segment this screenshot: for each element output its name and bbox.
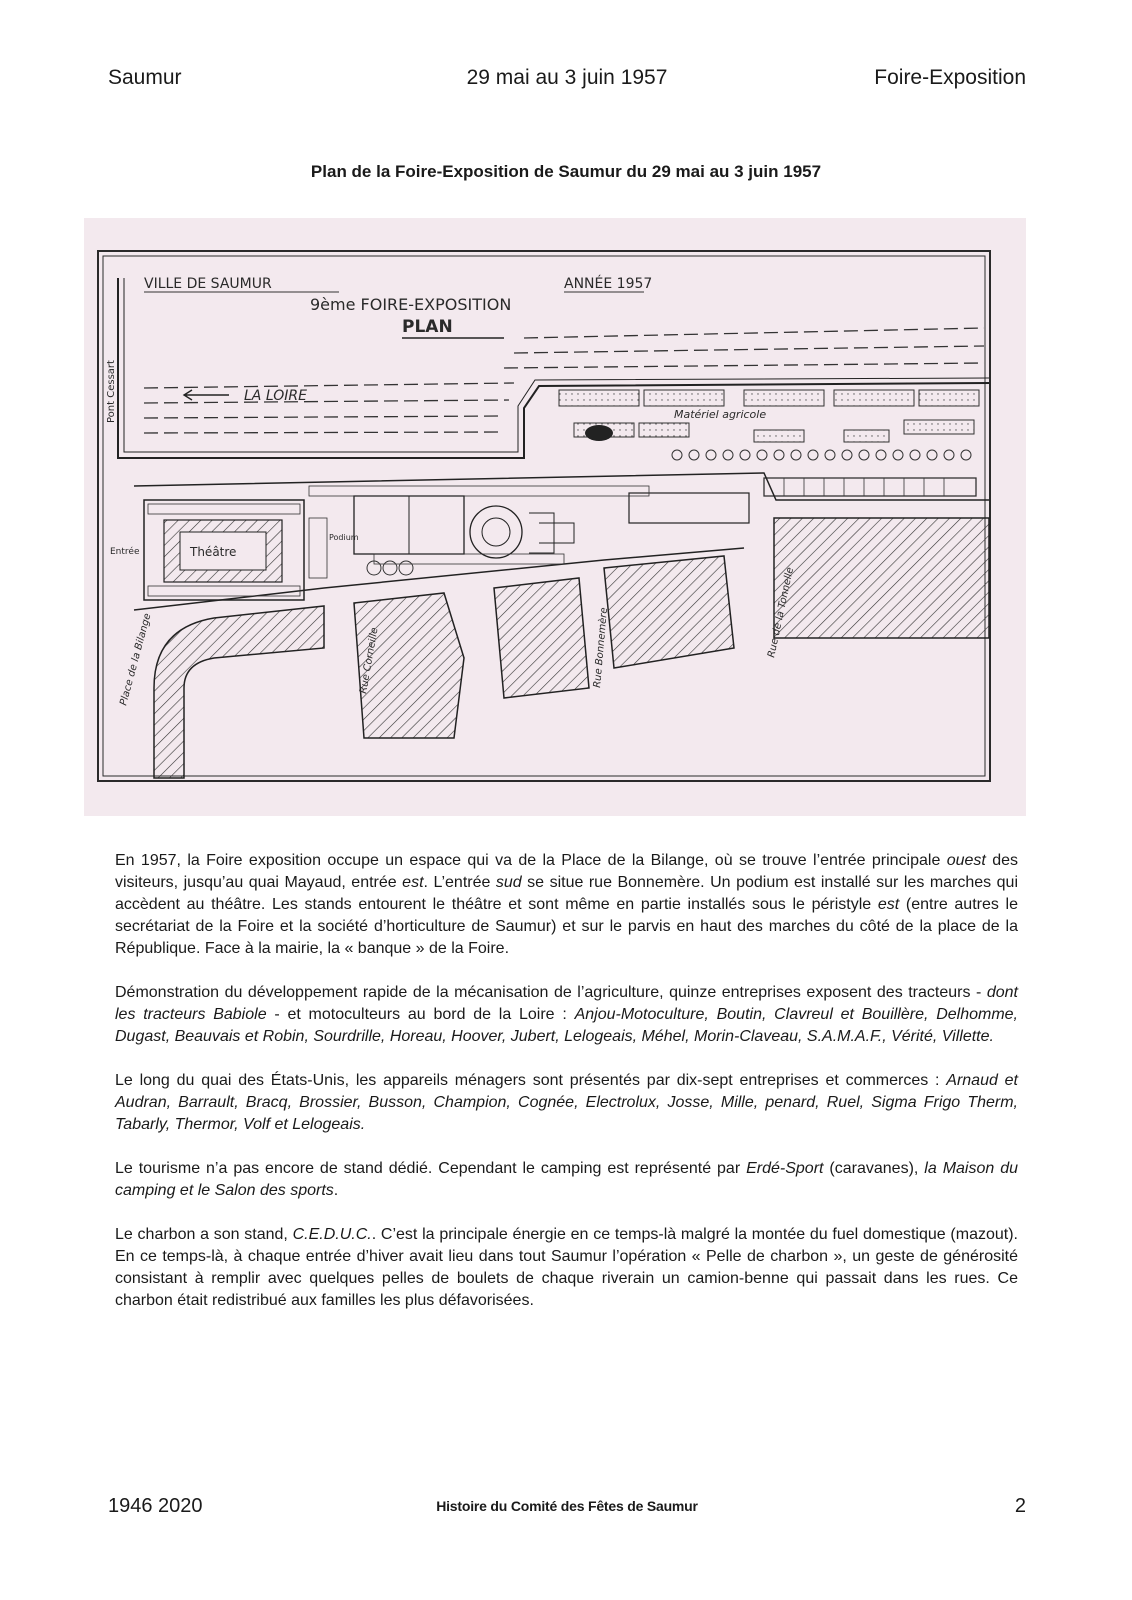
text-run: (caravanes), bbox=[823, 1160, 925, 1177]
header-city: Saumur bbox=[108, 66, 182, 89]
map-label-theatre: Théâtre bbox=[190, 545, 237, 559]
fair-plan-drawing bbox=[84, 218, 1026, 816]
text-run: Démonstration du développement rapide de la mécanisation de l’agriculture, quinze entreprises exposent des tracteurs - bbox=[115, 984, 987, 1001]
map-label-plan: PLAN bbox=[402, 317, 453, 337]
italic-run: est bbox=[877, 896, 900, 913]
text-run: - et motoculteurs au bord de la Loire : bbox=[266, 1006, 575, 1023]
italic-run: ouest bbox=[946, 852, 986, 869]
page-header bbox=[108, 66, 1026, 96]
text-run: En 1957, la Foire exposition occupe un espace qui va de la Place de la Bilange, où se trouve l’entrée principale bbox=[115, 852, 947, 869]
article-body bbox=[115, 850, 1018, 1334]
paragraph-1 bbox=[115, 850, 1018, 960]
map-label-tonnelle: Rue de la Tonnelle bbox=[766, 566, 797, 659]
map-label-ville: VILLE DE SAUMUR bbox=[144, 276, 272, 292]
footer-title: Histoire du Comité des Fêtes de Saumur bbox=[436, 1498, 698, 1514]
map-label-corneille: Rue Corneille bbox=[358, 626, 381, 695]
map-label-annee: ANNÉE 1957 bbox=[564, 276, 653, 292]
map-label-materiel: Matériel agricole bbox=[674, 408, 767, 421]
text-run: (entre autres le secrétariat de la Foire et la société d’horticulture de Saumur) et sur le parvis en haut des marches du côté de la place de la République. Face à la mairie, la « banque » de la Foire. bbox=[115, 896, 1018, 957]
italic-run: est bbox=[402, 874, 424, 891]
map-label-foire: 9ème FOIRE-EXPOSITION bbox=[310, 295, 512, 314]
italic-run: Anjou-Motoculture, Boutin, Clavreul et Bouillère, Delhomme, Dugast, Beauvais et Robin, Sourdrille, Horeau, Hoover, Jubert, Lelogeais, Méhel, Morin-Claveau, S.A.M.A.F., Vérité, Villette. bbox=[115, 1006, 1019, 1045]
text-run: Le tourisme n’a pas encore de stand dédié. Cependant le camping est représenté par bbox=[115, 1160, 747, 1177]
map-label-place: Place de la Bilange bbox=[118, 612, 154, 707]
italic-run: dont les tracteurs Babiole bbox=[115, 984, 1018, 1023]
italic-run: C.E.D.U.C. bbox=[292, 1226, 372, 1243]
paragraph-2 bbox=[115, 982, 1018, 1048]
map-label-pont: Pont Cessart bbox=[106, 360, 117, 423]
italic-run: Erdé-Sport bbox=[746, 1160, 824, 1177]
text-run: . bbox=[333, 1182, 339, 1199]
map-label-entree: Entrée bbox=[110, 547, 140, 557]
plan-title: Plan de la Foire-Exposition de Saumur du 29 mai au 3 juin 1957 bbox=[310, 162, 822, 181]
text-run: . L’entrée bbox=[423, 874, 496, 891]
text-run: . C’est la principale énergie en ce temps-là malgré la montée du fuel domestique (mazout). En ce temps-là, à chaque entrée d’hiver avait lieu dans tout Saumur l’opération « Pelle de charbon », un geste de générosité consistant à remplir avec quelques pelles de boulets de chaque riverain un camion-benne qui passait dans les rues. Ce charbon était redistribué aux familles les plus défavorisées. bbox=[115, 1226, 1018, 1309]
paragraph-3 bbox=[115, 1070, 1018, 1136]
paragraph-4 bbox=[115, 1158, 1018, 1202]
header-event: Foire-Exposition bbox=[874, 66, 1026, 89]
map-label-loire: LA LOIRE bbox=[244, 388, 307, 404]
italic-run: la Maison du camping et le Salon des sports bbox=[115, 1160, 1019, 1199]
map-label-bonnemere: Rue Bonnemère bbox=[592, 607, 611, 689]
page-number: 2 bbox=[1014, 1495, 1026, 1517]
footer-years: 1946 2020 bbox=[108, 1495, 203, 1517]
paragraph-5 bbox=[115, 1224, 1018, 1312]
header-dates: 29 mai au 3 juin 1957 bbox=[466, 66, 668, 89]
text-run: se situe rue Bonnemère. Un podium est installé sur les marches qui accèdent au théâtre. Les stands entourent le théâtre et sont même en partie installés sous le péristyle bbox=[115, 874, 1019, 913]
text-run: Le charbon a son stand, bbox=[115, 1226, 293, 1243]
fair-plan-image bbox=[84, 218, 1026, 816]
text-run: Le long du quai des États-Unis, les appareils ménagers sont présentés par dix-sept entreprises et commerces : bbox=[115, 1072, 947, 1089]
map-label-podium: Podium bbox=[329, 533, 359, 542]
italic-run: sud bbox=[495, 874, 522, 891]
italic-run: Arnaud et Audran, Barrault, Bracq, Brossier, Busson, Champion, Cognée, Electrolux, Josse, Mille, penard, Ruel, Sigma Frigo Therm, Tabarly, Thermor, Volf et Lelogeais. bbox=[115, 1072, 1018, 1133]
text-run: des visiteurs, jusqu’au quai Mayaud, entrée bbox=[115, 852, 1018, 891]
page-footer bbox=[108, 1495, 1026, 1525]
